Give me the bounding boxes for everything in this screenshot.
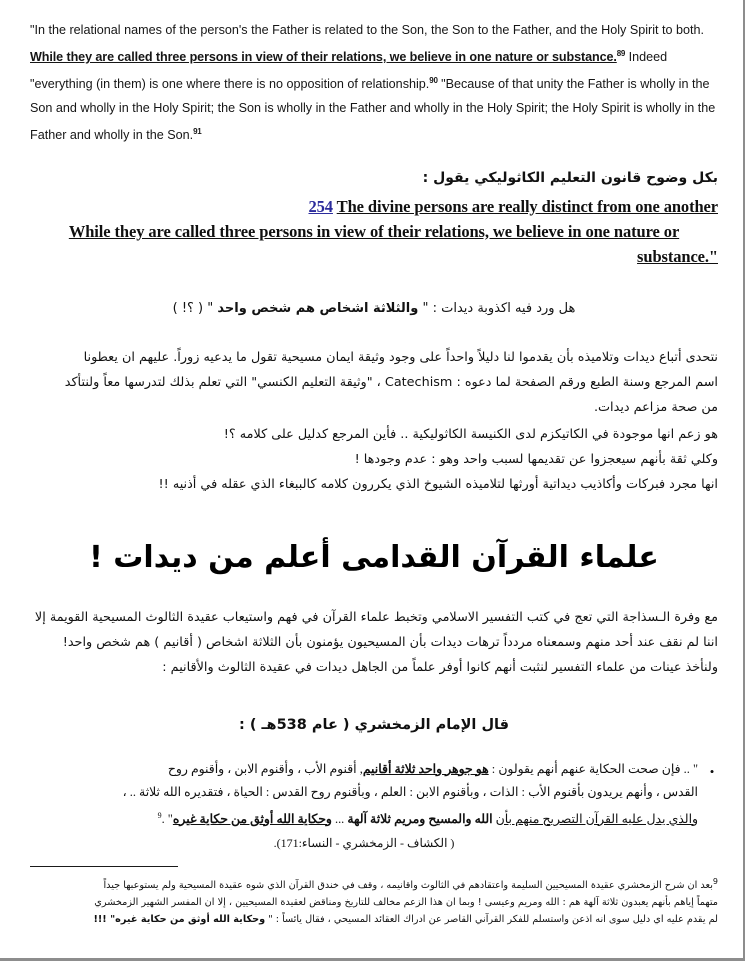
- arabic-intro-line: بكل وضوح قانون التعليم الكاثوليكي يقول :: [422, 169, 718, 186]
- footnote-marker-9: 9: [712, 877, 718, 886]
- zamakhshari-quote-line-3: والذي يدل عليه القرآن التصريح منهم بأن الله والمسيح ومريم ثلاثة آلهة ... وحكاية الله أوثق من حكاية غيره" .$^9$: [157, 810, 698, 826]
- challenge-followup: [30, 422, 718, 497]
- zamakhshari-quote-line-2: القدس ، وأنهم يريدون بأقنوم الأب : الذات ، وبأقنوم الابن : العلم ، وبأقنوم روح القدس : الحياة ، فتقديره الله ثلاثة .. ،: [122, 784, 698, 799]
- footnote-ref-90: 90: [429, 76, 438, 86]
- scholars-paragraph-line-3: ولنأخذ عينات من علماء التفسير لنثبت أنهم كانوا أوفر علماً من الجاهل ديدات في عقيدة الثالوث والأقانيم :: [162, 659, 718, 675]
- footnote-line-2: متهماً إياهم بأنهم يعبدون ثلاثة آلهة هم : الله ومريم وعيسى ! وبما ان هذا الزعم مخالف للتاريخ ومناقض لعقيدة المسيحيين ، إلا ان المفسر الشهير الزمخشري: [94, 897, 718, 909]
- challenge-paragraph-line-2: اسم المرجع وسنة الطبع ورقم الصفحة لما دعوه : Catechism ، "وثيقة التعليم الكنسي" التي تعلم بذلك لتدرسها معاً ولنتأكد: [64, 374, 718, 390]
- question-line-prefix: هل ورد فيه اكذوبة ديدات : ": [422, 300, 576, 316]
- english-quote-line1-a: "In the relational names of the person's the Father is related to the Son, the Son to the Father, and the Holy Spirit to both.: [30, 23, 705, 37]
- footnote-divider: [30, 866, 178, 867]
- footnote-line-1: $^9$بعد ان شرح الزمخشري عقيدة المسيحيين السليمة واعتقادهم في الثالوث واقانيمه ، وقف في خندق القرآن الذي شوه عقيدة المسيحية ولم يستوعبها جيداً: [103, 877, 718, 892]
- challenge-paragraph: [30, 345, 718, 420]
- catechism-quote-line1-text: The divine persons are really distinct from one another: [336, 196, 718, 216]
- footnote-text: [30, 873, 718, 928]
- catechism-quote: [30, 194, 718, 269]
- page-content: [30, 18, 718, 855]
- challenge-followup-line-1: هو زعم انها موجودة في الكاتيكزم لدى الكنيسة الكاثوليكية .. فأين المرجع كدليل على كلامه ؟!: [223, 426, 718, 442]
- zamakhshari-quote-item: [30, 758, 718, 855]
- zamakhshari-quote-body: [30, 758, 698, 855]
- challenge-followup-line-3: انها مجرد فبركات وأكاذيب ديداتية أورثها لتلاميذه الشيوخ الذي يكررون كلامه كالببغاء الذي عقله في أذنيه !!: [158, 476, 718, 492]
- footnote-divider-holder: [30, 866, 718, 867]
- bullet-icon: •: [709, 763, 715, 779]
- zamakhshari-emphasis-3: وحكاية الله أوثق من حكاية غيره: [172, 811, 332, 826]
- scholars-paragraph: [30, 605, 718, 680]
- catechism-quote-line3: substance.": [637, 246, 718, 266]
- section-heading-scholars: علماء القرآن القدامى أعلم من ديدات !: [89, 539, 659, 575]
- english-quote-block: [30, 18, 718, 148]
- scholars-paragraph-line-2: اننا لم نقف عند أحد منهم وسمعناه مردداً ترهات ديدات بأن المسيحيون يؤمنون بأن الثلاثة اشخاص ( أقانيم ) هم شخص واحد!: [62, 634, 718, 650]
- catechism-number-link[interactable]: 254: [308, 196, 333, 216]
- question-line: [30, 299, 718, 319]
- english-quote-emphasis-1: While they are called three persons in view of their relations, we believe in one nature or substance.: [30, 50, 617, 65]
- question-line-suffix: " ( ؟! ): [172, 300, 214, 316]
- zamakhshari-emphasis-1: هو جوهر واحد ثلاثة أقانيم: [362, 761, 489, 776]
- zamakhshari-emphasis-2: الله والمسيح ومريم ثلاثة آلهة: [347, 811, 493, 826]
- scholars-paragraph-line-1: مع وفرة الـسذاجة التي تعج في كتب التفسير الاسلامي وتخبط علماء القرآن في فهم واستيعاب عقيدة الثالوث المسيحية القويمة إلا: [34, 609, 718, 625]
- footnote-ref-9: 9: [157, 810, 162, 820]
- question-line-emphasis: والثلاثة اشخاص هم شخص واحد: [217, 300, 419, 316]
- english-quote-line2: "Because of that unity the Father is wholly in the Son and wholly in the Holy Spirit; the Son is wholly in the Father and wholly in the Holy Spirit; the Holy Spirit is wholly in the Father and wholly in the Son.: [30, 77, 716, 143]
- zamakhshari-quote-line-1: " .. فإن صحت الحكاية عنهم أنهم يقولون : هو جوهر واحد ثلاثة أقانيم, أقنوم الأب ، وأقنوم الابن ، وأقنوم روح: [167, 761, 698, 776]
- catechism-quote-line1: [30, 194, 718, 219]
- english-quote-line1-c: Indeed "everything (in them) is one where there is no opposition of relationship.: [30, 50, 668, 92]
- subsection-heading-zamakhshari: قال الإمام الزمخشري ( عام 538هـ ) :: [239, 716, 509, 733]
- footnote-ref-91: 91: [193, 127, 202, 137]
- footnote-section: [30, 866, 718, 928]
- challenge-followup-line-2: وكلي ثقة بأنهم سيعجزوا عن تقديمها لسبب واحد وهو : عدم وجودها !: [354, 451, 718, 467]
- challenge-paragraph-line-1: نتحدى أتباع ديدات وتلاميذه بأن يقدموا لنا دليلاً واحداً على وجود وثيقة ايمان مسيحية تقول ما يدعيه زوراً. عليهم ان يعطونا: [83, 349, 718, 365]
- challenge-paragraph-line-3: من صحة مزاعم ديدات.: [593, 399, 718, 415]
- catechism-quote-line2: While they are called three persons in view of their relations, we believe in one nature or: [68, 221, 680, 241]
- footnote-ref-89: 89: [616, 49, 626, 58]
- zamakhshari-citation: ( الكشاف - الزمخشري - النساء:171).: [273, 835, 455, 850]
- footnote-line-3: لم يقدم عليه اي دليل سوى انه اذعن واستسلم للفكر القرآني القاصر عن ادراك العقائد المسيحي ، فقال يائساً : " وحكاية الله أوثق من حكاية غيره" !!!: [93, 914, 718, 926]
- footnote-emphasis: وحكاية الله أوثق من حكاية غيره: [115, 914, 266, 926]
